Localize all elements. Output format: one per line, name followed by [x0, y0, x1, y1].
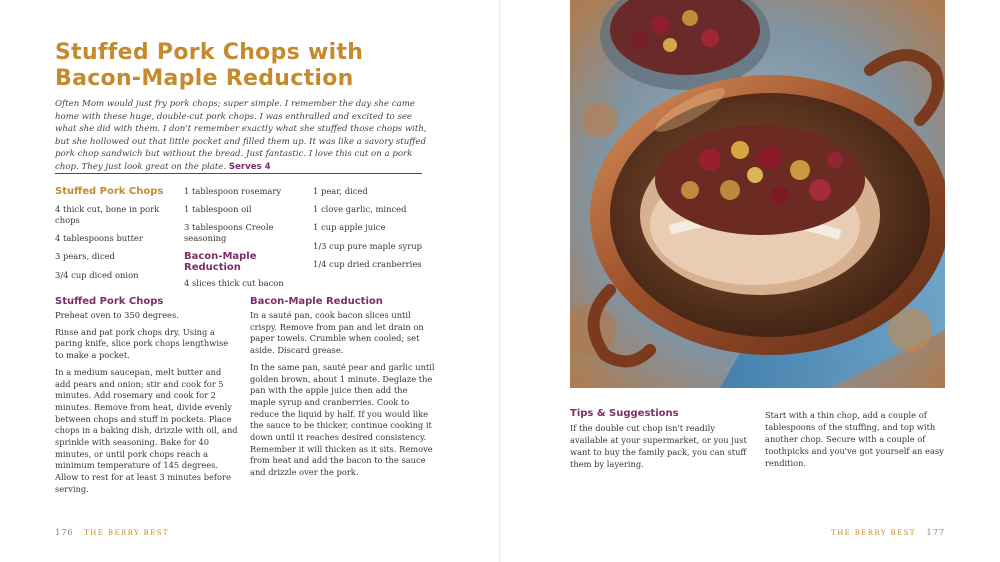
running-footer: THE BERRY BEST: [831, 529, 916, 537]
ingredient-item: 3 tablespoons Creole seasoning: [184, 222, 274, 244]
ingredient-item: 4 thick cut, bone in pork chops: [55, 204, 160, 225]
ingredients-column-3: [313, 186, 435, 277]
directions-pork: [55, 296, 238, 501]
food-photo: [570, 0, 945, 388]
folio-left: [55, 528, 169, 538]
ingredients-column-2: [184, 186, 304, 296]
tips-column-right: [765, 409, 945, 469]
serves-label: Serves 4: [228, 161, 271, 172]
ingredient-item: 3 pears, diced: [55, 251, 115, 262]
ingredients-heading-pork: Stuffed Pork Chops: [55, 186, 164, 197]
recipe-title-line-2: Bacon-Maple Reduction: [55, 66, 354, 91]
ingredient-item: 1 tablespoon oil: [184, 204, 252, 215]
page-number: 177: [926, 528, 945, 538]
folio-right: [831, 528, 945, 538]
directions-heading-bacon: Bacon-Maple Reduction: [250, 296, 383, 307]
direction-step: Rinse and pat pork chops dry. Using a paring knife, slice pork chops lengthwise to make a pocket.: [55, 326, 229, 361]
ingredients-column-1: [55, 186, 177, 288]
ingredient-item: 1 clove garlic, minced: [313, 204, 407, 215]
direction-step: In a sauté pan, cook bacon slices until crispy. Remove from pan and let drain on paper towels. Crumble when cooled; set aside. Discard grease.: [250, 310, 424, 356]
ingredient-item: 4 slices thick cut bacon: [184, 277, 284, 288]
ingredient-item: 4 tablespoons butter: [55, 233, 143, 244]
directions-heading-pork: Stuffed Pork Chops: [55, 296, 164, 307]
recipe-title-line-1: Stuffed Pork Chops with: [55, 40, 364, 65]
ingredient-item: 1 tablespoon rosemary: [184, 186, 282, 196]
ingredient-item: 1/3 cup pure maple syrup: [313, 240, 423, 251]
directions-bacon: [250, 296, 435, 484]
section-divider: [55, 173, 422, 174]
ingredient-item: 1/4 cup dried cranberries: [313, 258, 422, 269]
pork-chop-pan-illustration: [570, 0, 945, 388]
direction-step: In the same pan, sauté pear and garlic until golden brown, about 1 minute. Deglaze the pan with the apple juice then add the maple syrup and cranberries. Cook to reduce the liquid by half. If you would like the sauce to be thicker, continue cooking it down until it reaches desired consistency. Remember it will thicken as it sits. Remove from heat and add the bacon to the sauce and drizzle over the pork.: [250, 361, 435, 478]
ingredient-item: 1 cup apple juice: [313, 222, 386, 233]
direction-step: In a medium saucepan, melt butter and add pears and onion; stir and cook for 5 minutes. Add rosemary and cook for 2 minutes. Remove from heat, divide evenly between chops and stuff in pockets. Place chops in a baking dish, drizzle with oil, and sprinkle with seasoning. Bake for 40 minutes, or until pork chops reach a minimum temperature of 145 degrees. Allow to rest for at least 3 minutes before serving.: [55, 366, 238, 494]
tips-column-left: [570, 408, 750, 470]
tips-heading: Tips & Suggestions: [570, 408, 679, 419]
page-number: 176: [55, 528, 74, 538]
page-gutter: [499, 0, 501, 562]
tips-text-right: Start with a thin chop, add a couple of tablespoons of the stuffing, and top with another chop. Secure with a couple of toothpicks and you've got yourself an easy rendition.: [765, 410, 944, 468]
tips-text-left: If the double cut chop isn't readily available at your supermarket, or you just want to buy the family pack, you can stuff them by layering.: [570, 423, 747, 469]
running-footer: THE BERRY BEST: [84, 529, 169, 537]
intro-text: Often Mom would just fry pork chops; super simple. I remember the day she came home with these huge, double-cut pork chops. I was enthralled and excited to see what she did with them. I don't remember exactly what she stuffed those chops with, but she hollowed out that little pocket and filled them up. It was like a savory stuffed pork chop sandwich but without the bread. Just fantastic. I love this cut on a pork chop. They just look great on the plate.: [55, 99, 427, 172]
ingredients-heading-bacon: Bacon-Maple Reduction: [184, 250, 257, 273]
recipe-intro: [55, 98, 433, 173]
direction-step: Preheat oven to 350 degrees.: [55, 310, 179, 320]
ingredient-item: 1 pear, diced: [313, 186, 368, 196]
recipe-title: [55, 40, 385, 92]
ingredient-item: 3/4 cup diced onion: [55, 269, 139, 280]
